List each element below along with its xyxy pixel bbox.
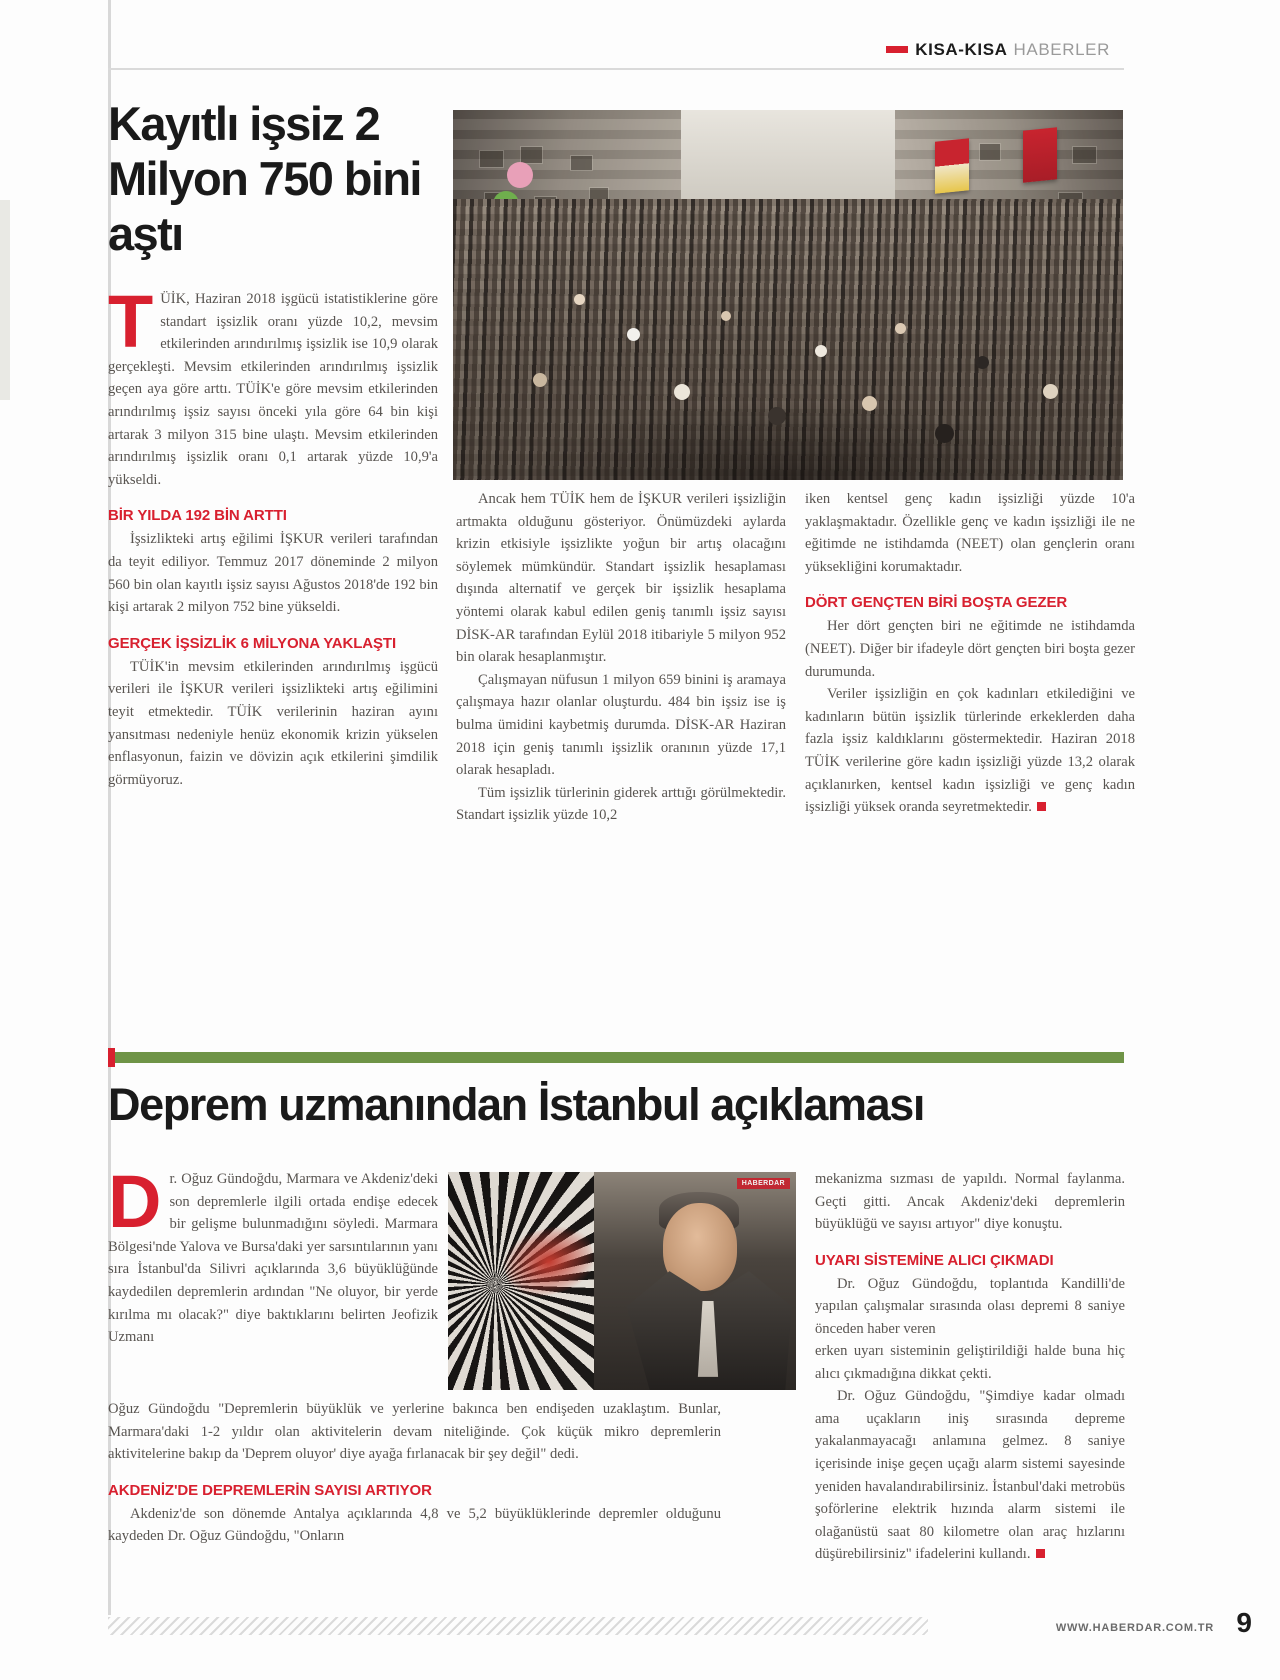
article1-col3-paragraph-3-text: Veriler işsizliğin en çok kadınları etkilediğini ve kadınların bütün işsizlik türlerinde erkeklerden daha fazla işsiz kaldıklarını göstermektedir. Haziran 2018 TÜİK verilerine göre kadın işsizliği yüzde 13,2 olarak açıklanırken, kentsel kadın işsizliği ve genç kadın işsizliği yüksek oranda seyretmektedir. — [805, 686, 1135, 816]
article1-column-3 — [805, 488, 1135, 819]
expert-portrait — [594, 1172, 796, 1390]
crowd-street-scene — [453, 110, 1123, 480]
article1-col2-paragraph-2: Çalışmayan nüfusun 1 milyon 659 binini iş aramaya çalışmaya hazır olanlar oluşturdu. 484 bin işsiz ise iş bulma ümidini kaybetmiş durumda. DİSK-AR Haziran 2018 için geniş tanımlı işsizlik oranının yüzde 17,1 olarak hesapladı. — [456, 671, 786, 779]
photo2-watermark-label: HABERDAR — [737, 1178, 790, 1189]
article2-subheading-2: UYARI SİSTEMİNE ALICI ÇIKMADI — [815, 1251, 1054, 1269]
article2-wide-column — [108, 1398, 721, 1548]
article2-subheading-1: AKDENİZ'DE DEPREMLERİN SAYISI ARTIYOR — [108, 1481, 432, 1499]
article2-column-1 — [108, 1160, 438, 1349]
article1-subheading-2: GERÇEK İŞSİZLİK 6 MİLYONA YAKLAŞTI — [108, 634, 397, 652]
article1-headline: Kayıtlı işsiz 2 Milyon 750 bini aştı — [108, 97, 421, 260]
running-head-rule — [108, 68, 1124, 70]
left-edge-tab — [0, 200, 10, 400]
article2-end-mark-icon — [1036, 1549, 1045, 1558]
article1-col3-paragraph-1: iken kentsel genç kadın işsizliği yüzde 10'a yaklaşmaktadır. Özellikle genç ve kadın işsizliği ile ne eğitimde ne istihdamda (NEET) olan gençlerin oranı yüksekliğini korumaktadır. — [805, 491, 1135, 575]
article1-column-1 — [108, 280, 438, 791]
article1-col1-paragraph-1: ÜİK, Haziran 2018 işgücü istatistiklerine göre standart işsizlik oranı yüzde 10,2, mevsim etkilerinden arındırılmış işsizlik ise 10,9 olarak gerçekleşti. Mevsim etkilerinden arındırılmış işsizlik geçen aya göre arttı. TÜİK'e göre mevsim etkilerinden arındırılmış işsiz sayısı önceki yıla göre 64 bin kişi artarak 3 milyon 315 bine ulaştı. Mevsim etkilerinden arındırılmış işsizlik oranı 0,1 artarak yüzde 10,9'a yükseldi. — [108, 291, 438, 488]
article2-closing-paragraph-2-text: Dr. Oğuz Gündoğdu, "Şimdiye kadar olmadı ama uçakların iniş sırasında depreme yakalanmayacağı anlamına gelmez. 8 saniye içerisinde inişe geçen uçağı alarm sistemi sayesinde yeniden havalandırabilirsiniz. İstanbul'daki metrobüs şoförlerine elektrik hızında alarm sistemi ile olağanüstü saat 80 kilometre olan araç hızlarını düşürebilirsiniz" ifadelerini kullandı. — [815, 1388, 1125, 1563]
article2-dropcap: D — [108, 1160, 162, 1243]
article1-col1-paragraph-3: TÜİK'in mevsim etkilerinden arındırılmış işgücü verileri ile İŞKUR verileri işsizlikteki artış eğilimini teyit etmektedir. TÜİK verilerinin haziran ayını yansıtması nedeniyle henüz ekonomik krizin yükselen enflasyonun, faizin ve dövizin açık etkilerini şimdilik görmüyoruz. — [108, 658, 438, 788]
article2-column-2 — [815, 1168, 1125, 1341]
article1-photo-crowded-street — [453, 110, 1123, 480]
article2-headline: Deprem uzmanından İstanbul açıklaması — [108, 1079, 924, 1130]
page-number: 9 — [1236, 1607, 1252, 1638]
flag-germany — [935, 138, 969, 194]
article1-col2-paragraph-1: Ancak hem TÜİK hem de İŞKUR verileri işsizliğin artmakta olduğunu gösteriyor. Önümüzdeki aylarda krizin etkisiyle işsizlikte yoğun bir artış olacağını söylemek mümkündür. Standart işsizlik hesaplaması dışında alternatif ve gerçek bir işsizlik hesaplama yöntemi olarak kabul edilen geniş tanımlı işsiz sayısı DİSK-AR tarafından Eylül 2018 itibariyle 5 milyon 952 bin olarak hesaplanmıştır. — [456, 491, 786, 666]
article1-subheading-1: BİR YILDA 192 BİN ARTTI — [108, 507, 287, 525]
article1-dropcap: T — [108, 280, 154, 363]
footer-website-url: WWW.HABERDAR.COM.TR — [1055, 1622, 1214, 1634]
running-head-section: KISA-KISA — [915, 40, 1008, 59]
street-decoration-pink — [507, 162, 533, 188]
footer-decorative-rule — [108, 1617, 928, 1635]
sky-region — [674, 110, 902, 199]
running-head — [108, 30, 1124, 70]
article2-photo-earthquake-expert — [448, 1172, 796, 1390]
running-head-subsection: HABERLER — [1013, 40, 1110, 59]
article2-closing-column — [815, 1340, 1125, 1566]
article2-col1-paragraph-1: r. Oğuz Gündoğdu, Marmara ve Akdeniz'deki son depremlerle ilgili ortada endişe edecek bir gelişme bulunmadığını söyledi. Marmara Bölgesi'nde Yalova ve Bursa'daki yer sarsıntılarının yanı sıra İstanbul'da Silivri açıklarında 3,6 büyüklüğünde kaydedilen depremlerin ardından "Ne oluyor, bir yerde kırılma mı olacak?" diye baktıklarını belirten Jeofizik Uzmanı — [108, 1171, 438, 1346]
article1-col3-paragraph-3 — [805, 683, 1135, 819]
article2-closing-paragraph-1: erken uyarı sisteminin geliştirildiği halde buna hiç alıcı çıkmadığına dikkat çekti. — [815, 1343, 1125, 1382]
article1-end-mark-icon — [1037, 802, 1046, 811]
article1-subheading-3: DÖRT GENÇTEN BİRİ BOŞTA GEZER — [805, 594, 1068, 612]
article1-col2-paragraph-3: Tüm işsizlik türlerinin giderek arttığı görülmektedir. Standart işsizlik yüzde 10,2 — [456, 784, 786, 824]
running-head-dash-icon — [886, 46, 908, 53]
section-divider-green — [108, 1052, 1124, 1063]
crowd-of-people — [453, 199, 1123, 480]
article1-col1-paragraph-2: İşsizlikteki artış eğilimi İŞKUR verileri tarafından da teyit ediliyor. Temmuz 2017 döneminde 2 milyon 560 bin olan kayıtlı işsiz sayısı Ağustos 2018'de 192 bin kişi artarak 2 milyon 752 bine yükseldi. — [108, 531, 438, 616]
article1-column-2 — [456, 488, 786, 827]
article2-closing-paragraph-2 — [815, 1385, 1125, 1566]
article1-col3-paragraph-2: Her dört gençten biri ne eğitimde ne istihdamda (NEET). Diğer bir ifadeyle dört gençten biri boşta gezer durumunda. — [805, 618, 1135, 680]
article2-wide-paragraph-1: Oğuz Gündoğdu "Depremlerin büyüklük ve yerlerine bakınca ben endişeden uzaklaştım. Bunlar, Marmara'daki 1-2 yıldır olan aktivitelerin devam niteliğinde. Çok küçük mikro depremlerin aktivitelerine bakıp da 'Deprem oluyor' diye ayağa fırlanacak bir şey değil" dedi. — [108, 1401, 721, 1463]
article-unemployment — [108, 96, 1135, 824]
flag-turkey — [1023, 127, 1057, 183]
article2-wide-paragraph-2: Akdeniz'de son dönemde Antalya açıklarında 4,8 ve 5,2 büyüklüklerinde depremler olduğunu kaydeden Dr. Oğuz Gündoğdu, "Onların — [108, 1505, 721, 1545]
article2-col2-paragraph-1: mekanizma sızması de yapıldı. Normal faylanma. Geçti gitti. Ancak Akdeniz'deki depremlerin büyüklüğü ve sayısı artıyor" diye konuştu. — [815, 1171, 1125, 1233]
article2-col2-paragraph-2: Dr. Oğuz Gündoğdu, toplantıda Kandilli'de yapılan çalışmalar sırasında olası depremi 8 saniye önceden haber veren — [815, 1275, 1125, 1337]
